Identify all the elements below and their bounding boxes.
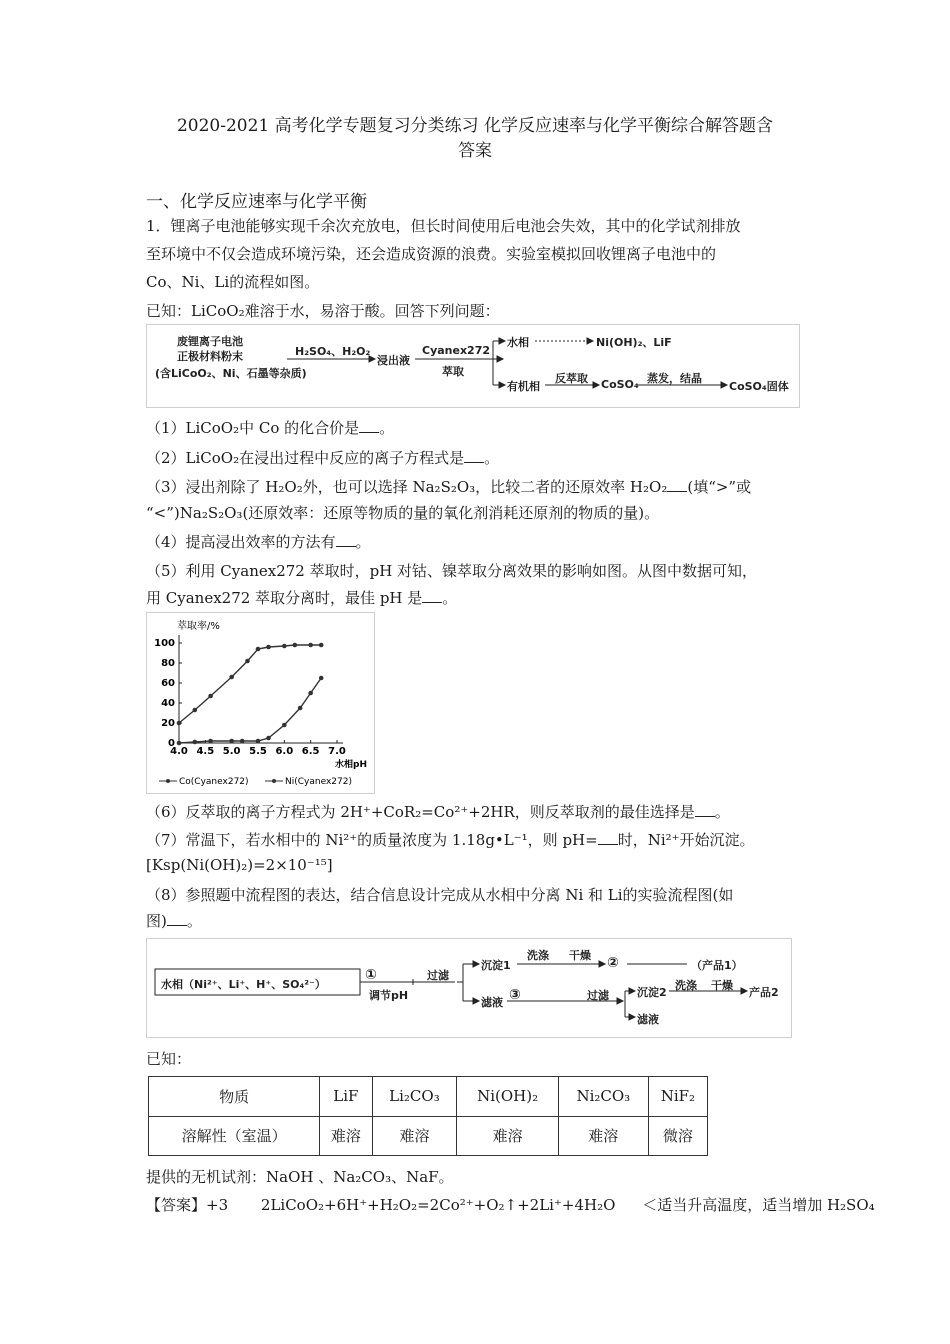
flow2-filtrate: 滤液 <box>481 996 503 1009</box>
table-cell: Li₂CO₃ <box>372 1077 457 1117</box>
table-cell: 溶解性（室温） <box>149 1116 320 1156</box>
question-7-ksp: [Ksp(Ni(OH)₂)=2×10⁻¹⁵] <box>146 856 333 874</box>
flow-reagent: H₂SO₄、H₂O₂ <box>295 345 371 358</box>
flow2-wash: 洗涤 <box>527 949 549 962</box>
flow-organic: 有机相 <box>507 380 540 393</box>
separation-flowchart <box>146 938 792 1038</box>
flow2-precip1: 沉淀1 <box>481 959 511 972</box>
data-point <box>245 659 250 664</box>
question-1: （1）LiCoO₂中 Co 的化合价是 。 <box>146 419 395 437</box>
recycling-flowchart <box>146 324 800 408</box>
table-cell: Ni(OH)₂ <box>457 1077 558 1117</box>
flow2-adjust-ph: 调节pH <box>369 989 409 1002</box>
data-point <box>229 739 234 744</box>
data-point <box>177 721 182 726</box>
flow-final-product: CoSO₄固体 <box>729 380 789 393</box>
table-header-row <box>149 1077 708 1117</box>
chart-svg <box>147 613 374 793</box>
flow2-product2: 产品2 <box>749 986 779 999</box>
answer-equation: 2LiCoO₂+6H⁺+H₂O₂=2Co²⁺+O₂↑+2Li⁺+4H₂O <box>260 1196 616 1214</box>
question-4: （4）提高浸出效率的方法有 。 <box>146 533 371 551</box>
question-intro-line: Co、Ni、Li的流程如图。 <box>146 273 320 291</box>
answer-label: 【答案】+3 <box>146 1196 229 1214</box>
y-tick-label: 20 <box>161 718 175 729</box>
flow-start-line3: (含LiCoO₂、Ni、石墨等杂质) <box>155 367 307 380</box>
answer-tail: ＜适当升高温度，适当增加 H₂SO₄ <box>642 1196 875 1214</box>
x-tick-label: 4.5 <box>196 746 215 757</box>
table-cell: 物质 <box>149 1077 320 1117</box>
known-label: 已知： <box>146 1050 192 1068</box>
question-5: （5）利用 Cyanex272 萃取时，pH 对钴、镍萃取分离效果的影响如图。从图中数据可知， <box>146 562 758 580</box>
flow2-step3: ③ <box>509 987 521 1003</box>
data-point <box>308 643 313 648</box>
x-tick-label: 6.5 <box>301 746 320 757</box>
question-8: （8）参照题中流程图的表达，结合信息设计完成从水相中分离 Ni 和 Li的实验流程图(如 <box>146 886 734 904</box>
x-tick-label: 5.0 <box>222 746 241 757</box>
flow-start-line1: 废锂离子电池 <box>177 335 243 348</box>
flow-aqueous-product: Ni(OH)₂、LiF <box>596 336 672 349</box>
data-point <box>256 739 261 744</box>
x-axis-label: 水相pH <box>335 760 367 770</box>
flow2-start: 水相（Ni²⁺、Li⁺、H⁺、SO₄²⁻） <box>161 978 326 991</box>
flow-coso4: CoSO₄ <box>601 378 639 391</box>
series-line-ni <box>179 678 321 743</box>
flow-leach: 浸出液 <box>377 354 410 367</box>
flow2-filtrate2: 滤液 <box>637 1013 659 1026</box>
question-3: （3）浸出剂除了 H₂O₂外，也可以选择 Na₂S₂O₃，比较二者的还原效率 H₂O₂ (填“>”或 <box>146 478 752 496</box>
question-2: （2）LiCoO₂在浸出过程中反应的离子方程式是 。 <box>146 449 500 467</box>
flow-extract-agent: Cyanex272 <box>422 344 491 357</box>
data-point <box>193 740 198 745</box>
y-tick-label: 40 <box>161 698 175 709</box>
page-title: 2020-2021 高考化学专题复习分类练习 化学反应速率与化学平衡综合解答题含 答案 <box>176 116 774 161</box>
data-point <box>240 739 245 744</box>
data-point <box>266 736 271 741</box>
x-tick-label: 7.0 <box>328 746 346 757</box>
legend-marker-co <box>166 779 170 783</box>
y-tick-label: 0 <box>168 738 175 749</box>
answer-line <box>146 1194 875 1215</box>
x-tick-label: 5.5 <box>249 746 267 757</box>
question-7: （7）常温下，若水相中的 Ni²⁺的质量浓度为 1.18g•L⁻¹，则 pH= 时，Ni²⁺开始沉淀。 <box>146 831 755 849</box>
question-8-cont: 图) 。 <box>146 912 202 930</box>
question-intro-line: 至环境中不仅会造成环境污染，还会造成资源的浪费。实验室模拟回收锂离子电池中的 <box>146 245 717 263</box>
table-cell: Ni₂CO₃ <box>558 1077 648 1117</box>
flow-aqueous: 水相 <box>507 336 529 349</box>
table-cell: LiF <box>320 1077 372 1117</box>
table-cell: 微溶 <box>648 1116 707 1156</box>
y-tick-label: 80 <box>161 658 175 669</box>
data-point <box>293 643 298 648</box>
data-point <box>282 723 287 728</box>
y-tick-label: 60 <box>161 678 175 689</box>
data-point <box>319 676 324 681</box>
y-tick-label: 100 <box>154 638 175 649</box>
question-known-line: 已知：LiCoO₂难溶于水，易溶于酸。回答下列问题： <box>146 302 500 320</box>
data-point <box>193 708 198 713</box>
table-row <box>149 1116 708 1156</box>
flow2-filter2: 过滤 <box>587 989 609 1002</box>
table-cell: NiF₂ <box>648 1077 707 1117</box>
flow2-dry: 干燥 <box>569 949 591 962</box>
question-intro-line: 1．锂离子电池能够实现千余次充放电，但长时间使用后电池会失效，其中的化学试剂排放 <box>146 217 741 235</box>
x-tick-label: 6.0 <box>275 746 294 757</box>
flow2-step2: ② <box>607 955 619 971</box>
legend-marker-ni <box>272 779 276 783</box>
flow2-step1: ① <box>365 967 377 983</box>
flow2-dry2: 干燥 <box>711 979 733 992</box>
x-tick-label: 4.0 <box>170 746 188 757</box>
table-cell: 难溶 <box>320 1116 372 1156</box>
flow-evaporate: 蒸发，结晶 <box>647 372 702 385</box>
flow-extract: 萃取 <box>442 365 464 378</box>
flow2-product1: （产品1） <box>691 959 743 972</box>
legend-label-co: Co(Cyanex272) <box>179 777 249 787</box>
series-line-co <box>179 645 321 723</box>
reagents-line: 提供的无机试剂：NaOH 、Na₂CO₃、NaF。 <box>146 1168 454 1186</box>
flow-start-line2: 正极材料粉末 <box>177 350 243 363</box>
solubility-table <box>148 1076 708 1156</box>
data-point <box>229 675 234 680</box>
flow2-filter: 过滤 <box>427 969 449 982</box>
data-point <box>256 647 261 652</box>
data-point <box>208 739 213 744</box>
table-cell: 难溶 <box>457 1116 558 1156</box>
data-point <box>298 706 303 711</box>
data-point <box>208 694 213 699</box>
data-point <box>266 645 271 650</box>
flow2-precip2: 沉淀2 <box>637 986 667 999</box>
data-point <box>319 643 324 648</box>
section-heading: 一、化学反应速率与化学平衡 <box>146 192 367 212</box>
data-point <box>308 691 313 696</box>
y-axis-label: 萃取率/% <box>177 621 220 632</box>
ph-extraction-chart <box>146 612 375 794</box>
table-cell: 难溶 <box>558 1116 648 1156</box>
question-5-cont: 用 Cyanex272 萃取分离时，最佳 pH 是 。 <box>146 589 458 607</box>
table-cell: 难溶 <box>372 1116 457 1156</box>
flow-back-extract: 反萃取 <box>555 372 588 385</box>
data-point <box>177 741 182 746</box>
flow2-wash2: 洗涤 <box>675 979 697 992</box>
question-6: （6）反萃取的离子方程式为 2H⁺+CoR₂=Co²⁺+2HR，则反萃取剂的最佳选择是 。 <box>146 803 730 821</box>
question-3-cont: “<”)Na₂S₂O₃(还原效率：还原等物质的量的氧化剂消耗还原剂的物质的量)。 <box>146 504 660 522</box>
legend-label-ni: Ni(Cyanex272) <box>285 777 352 787</box>
data-point <box>282 644 287 649</box>
